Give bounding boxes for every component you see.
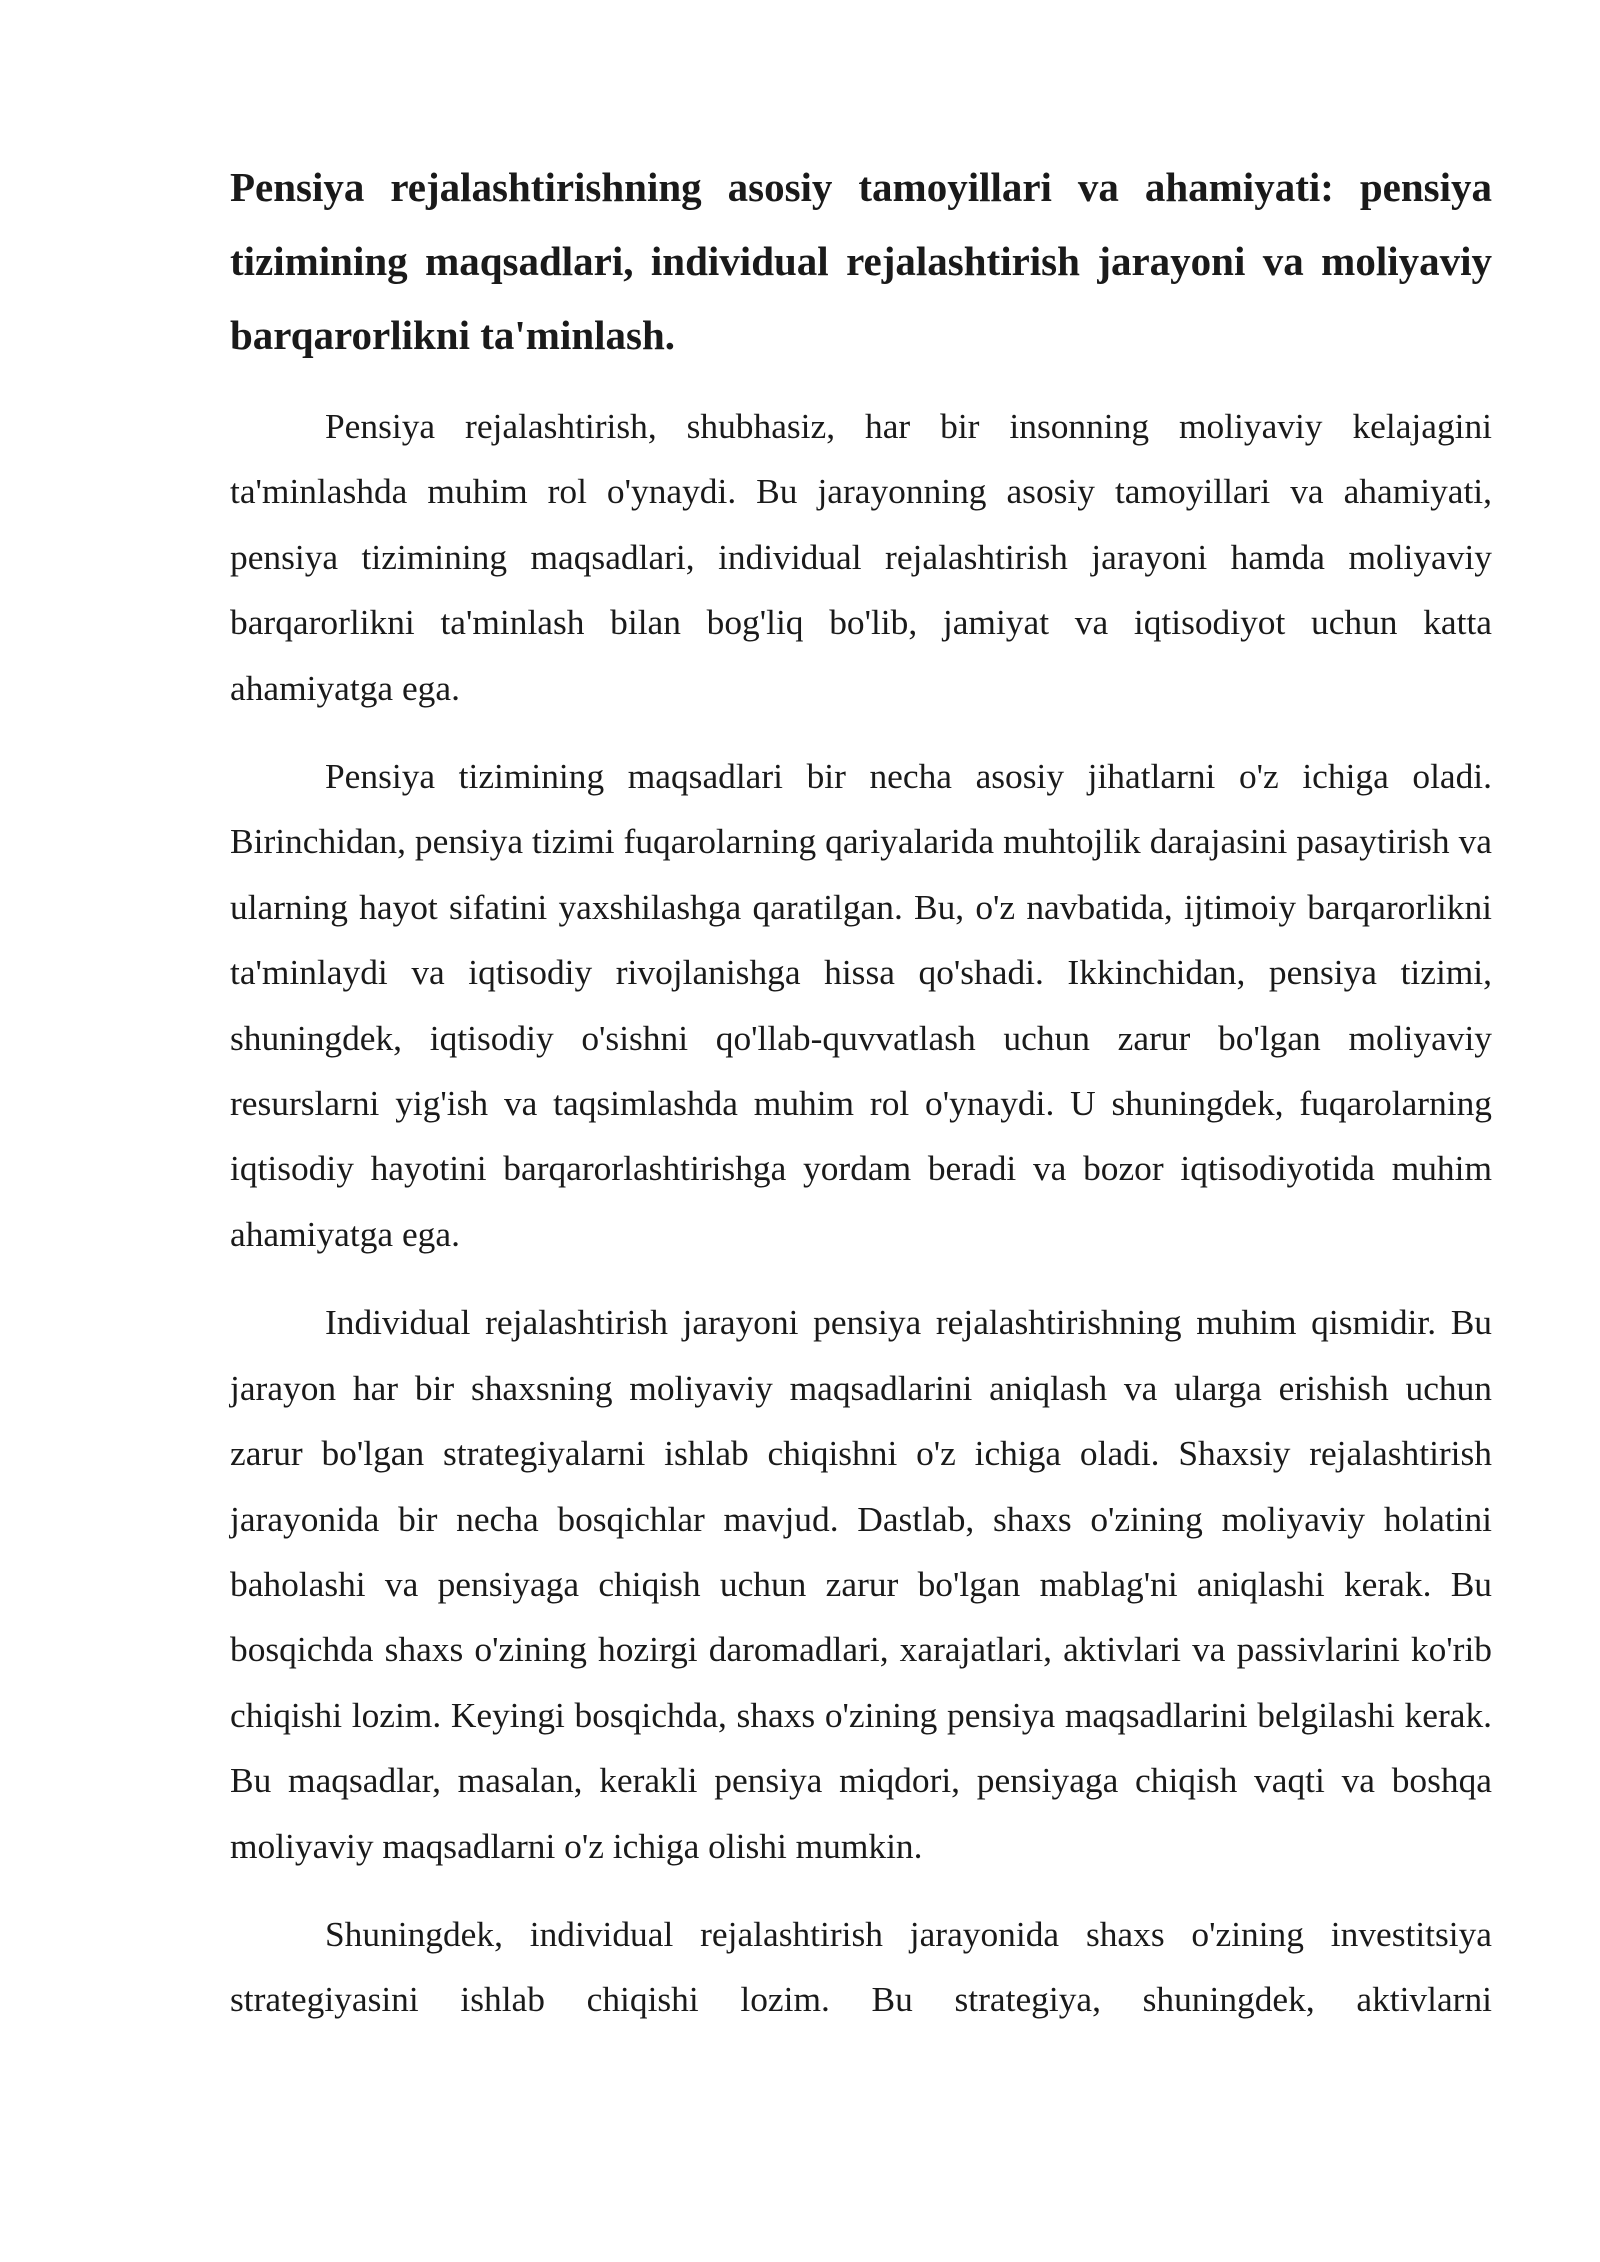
document-title: Pensiya rejalashtirishning asosiy tamoyillari va ahamiyati: pensiya tizimining maqsadlari, individual rejalashtirish jarayoni va moliyaviy barqarorlikni ta'minlash. bbox=[230, 164, 1492, 358]
document-body bbox=[230, 150, 1492, 2056]
paragraph-2: Pensiya tizimining maqsadlari bir necha asosiy jihatlarni o'z ichiga oladi. Birinchidan, pensiya tizimi fuqarolarning qariyalarida muhtojlik darajasini pasaytirish va ularning hayot sifatini yaxshilashga qaratilgan. Bu, o'z navbatida, ijtimoiy barqarorlikni ta'minlaydi va iqtisodiy rivojlanishga hissa qo'shadi. Ikkinchidan, pensiya tizimi, shuningdek, iqtisodiy o'sishni qo'llab-quvvatlash uchun zarur bo'lgan moliyaviy resurslarni yig'ish va taqsimlashda muhim rol o'ynaydi. U shuningdek, fuqarolarning iqtisodiy hayotini barqarorlashtirishga yordam beradi va bozor iqtisodiyotida muhim ahamiyatga ega. bbox=[230, 756, 1492, 1254]
paragraph-4: Shuningdek, individual rejalashtirish jarayonida shaxs o'zining investitsiya strategiyasini ishlab chiqishi lozim. Bu strategiya, shuningdek, aktivlarni bbox=[230, 1913, 1492, 2020]
paragraph-1: Pensiya rejalashtirish, shubhasiz, har bir insonning moliyaviy kelajagini ta'minlashda muhim rol o'ynaydi. Bu jarayonning asosiy tamoyillari va ahamiyati, pensiya tizimining maqsadlari, individual rejalashtirish jarayoni hamda moliyaviy barqarorlikni ta'minlash bilan bog'liq bo'lib, jamiyat va iqtisodiyot uchun katta ahamiyatga ega. bbox=[230, 406, 1492, 708]
paragraph-3: Individual rejalashtirish jarayoni pensiya rejalashtirishning muhim qismidir. Bu jarayon har bir shaxsning moliyaviy maqsadlarini aniqlash va ularga erishish uchun zarur bo'lgan strategiyalarni ishlab chiqishni o'z ichiga oladi. Shaxsiy rejalashtirish jarayonida bir necha bosqichlar mavjud. Dastlab, shaxs o'zining moliyaviy holatini baholashi va pensiyaga chiqish uchun zarur bo'lgan mablag'ni aniqlashi kerak. Bu bosqichda shaxs o'zining hozirgi daromadlari, xarajatlari, aktivlari va passivlarini ko'rib chiqishi lozim. Keyingi bosqichda, shaxs o'zining pensiya maqsadlarini belgilashi kerak. Bu maqsadlar, masalan, kerakli pensiya miqdori, pensiyaga chiqish vaqti va boshqa moliyaviy maqsadlarni o'z ichiga olishi mumkin. bbox=[230, 1302, 1492, 1866]
